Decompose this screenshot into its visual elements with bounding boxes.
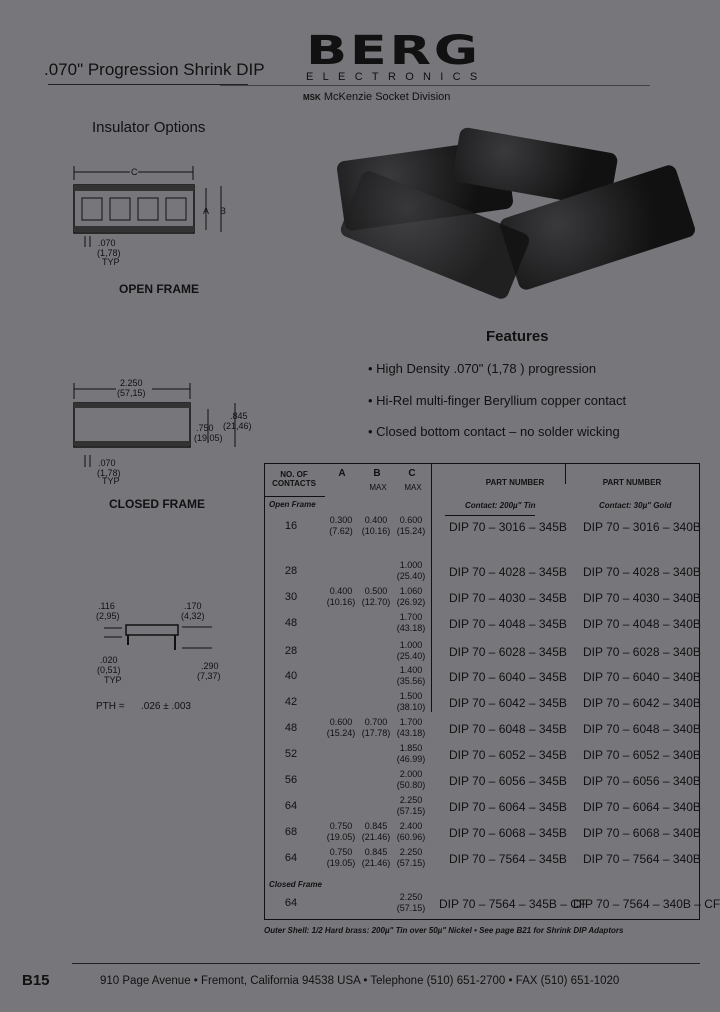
logo-subtitle: ELECTRONICS — [306, 71, 487, 83]
part-number-table — [264, 463, 720, 920]
width1-dim: .750 — [196, 423, 214, 433]
dim-b-mm: (21.46) — [361, 858, 391, 868]
part-number-tin: DIP 70 – 6052 – 345B — [449, 748, 567, 762]
dim-a-value: 0.400 — [329, 586, 353, 596]
dim-c-mm: (26.92) — [396, 597, 426, 607]
dim-170: .170 — [184, 601, 202, 611]
footer-address: 910 Page Avenue • Fremont, California 94538 USA • Telephone (510) 651-2700 • FAX (510) 651-1020 — [100, 975, 620, 987]
dim-020-mm: (0,51) — [97, 665, 121, 675]
closed-frame-drawing — [60, 375, 260, 485]
open-frame-label: Open Frame — [269, 500, 316, 509]
header-b-max: MAX — [369, 483, 387, 492]
part-number-tin: DIP 70 – 7564 – 345B – CF — [439, 897, 587, 911]
closed-frame-label: Closed Frame — [269, 880, 322, 889]
dim-c-mm: (60.96) — [396, 832, 426, 842]
part-number-tin: DIP 70 – 6028 – 345B — [449, 645, 567, 659]
contacts-count: 64 — [284, 800, 298, 812]
dim-a-value: 0.600 — [329, 717, 353, 727]
dim-a-mm: (19.05) — [326, 858, 356, 868]
header-part-number-gold: PART NUMBER — [602, 478, 662, 487]
page-number: B15 — [22, 972, 50, 989]
pitch-dim-mm: (1,78) — [97, 468, 121, 478]
table-note: Outer Shell: 1/2 Hard brass: 200µ" Tin over 50µ" Nickel • See page B21 for Shrink DIP Adaptors — [264, 926, 624, 935]
dim-c-mm: (43.18) — [396, 728, 426, 738]
dim-c-value: 2.000 — [399, 769, 423, 779]
profile-drawing — [60, 595, 260, 690]
dim-b-value: 0.700 — [364, 717, 388, 727]
dim-c-mm: (57.15) — [396, 858, 426, 868]
part-number-tin: DIP 70 – 6056 – 345B — [449, 774, 567, 788]
dim-b-mm: (10.16) — [361, 526, 391, 536]
part-number-gold: DIP 70 – 6048 – 340B — [583, 722, 701, 736]
part-number-gold: DIP 70 – 7564 – 340B — [583, 852, 701, 866]
header-contacts: NO. OF CONTACTS — [272, 470, 316, 488]
footer-rule — [72, 963, 700, 964]
insulator-options-heading: Insulator Options — [92, 119, 206, 136]
part-number-tin: DIP 70 – 6064 – 345B — [449, 800, 567, 814]
dim-c-mm: (43.18) — [396, 623, 426, 633]
header-c: C — [408, 468, 416, 479]
dim-c-mm: (38.10) — [396, 702, 426, 712]
contacts-count: 64 — [284, 852, 298, 864]
part-number-gold: DIP 70 – 4030 – 340B — [583, 591, 701, 605]
contacts-count: 64 — [284, 897, 298, 909]
dim-c-mm: (50.80) — [396, 780, 426, 790]
contacts-count: 42 — [284, 696, 298, 708]
dim-c-value: 1.400 — [399, 665, 423, 675]
dim-a-mm: (7.62) — [329, 526, 353, 536]
width2-dim: .845 — [230, 411, 248, 421]
dim-b-value: 0.400 — [364, 515, 388, 525]
contacts-count: 16 — [284, 520, 298, 532]
dim-116-mm: (2,95) — [96, 611, 120, 621]
dim-c-mm: (57.15) — [396, 903, 426, 913]
typ-label: TYP — [102, 257, 120, 267]
length-dim: 2.250 — [120, 378, 143, 388]
part-number-tin: DIP 70 – 4030 – 345B — [449, 591, 567, 605]
contacts-count: 48 — [284, 617, 298, 629]
pitch-dim: .070 — [98, 238, 116, 248]
dim-b-mm: (21.46) — [361, 832, 391, 842]
contacts-count: 48 — [284, 722, 298, 734]
dim-c-mm: (57.15) — [396, 806, 426, 816]
dim-116: .116 — [98, 601, 115, 611]
dim-c-mm: (25.40) — [396, 571, 426, 581]
part-number-tin: DIP 70 – 4048 – 345B — [449, 617, 567, 631]
dim-c: C — [131, 167, 138, 177]
feature-item: • Hi-Rel multi-finger Beryllium copper contact — [368, 393, 627, 408]
part-number-tin: DIP 70 – 7564 – 345B — [449, 852, 567, 866]
header-c-max: MAX — [404, 483, 422, 492]
typ-label: TYP — [102, 476, 120, 485]
part-number-gold: DIP 70 – 4028 – 340B — [583, 565, 701, 579]
part-number-gold: DIP 70 – 6028 – 340B — [583, 645, 701, 659]
typ-label: TYP — [104, 675, 122, 685]
contacts-count: 56 — [284, 774, 298, 786]
part-number-gold: DIP 70 – 4048 – 340B — [583, 617, 701, 631]
dim-a: A — [203, 206, 210, 216]
product-photo — [335, 130, 705, 290]
berg-logo: BERG — [306, 28, 481, 74]
pth-value: .026 ± .003 — [141, 701, 191, 712]
feature-text: Hi-Rel multi-finger Beryllium copper contact — [376, 393, 627, 408]
division-label: McKenzie Socket Division — [323, 91, 451, 103]
feature-text: High Density .070" (1,78 ) progression — [376, 361, 597, 376]
width1-dim-mm: (19,05) — [194, 433, 223, 443]
feature-item: • Closed bottom contact – no solder wicking — [368, 424, 620, 439]
dim-c-mm: (46.99) — [396, 754, 426, 764]
dim-b-value: 0.845 — [364, 847, 388, 857]
dim-a-mm: (10.16) — [326, 597, 356, 607]
width2-dim-mm: (21,46) — [223, 421, 252, 431]
dim-290-mm: (7,37) — [197, 671, 221, 681]
contact-tin-label: Contact: 200µ" Tin — [465, 501, 536, 510]
contacts-count: 68 — [284, 826, 298, 838]
division-name — [303, 91, 450, 103]
part-number-tin: DIP 70 – 4028 – 345B — [449, 565, 567, 579]
dim-a-value: 0.750 — [329, 821, 353, 831]
dim-c-value: 0.600 — [399, 515, 423, 525]
part-number-tin: DIP 70 – 6042 – 345B — [449, 696, 567, 710]
contacts-count: 28 — [284, 645, 298, 657]
msk-mark: MSK — [303, 93, 321, 102]
dim-c-value: 2.250 — [399, 847, 423, 857]
document-title: .070" Progression Shrink DIP — [44, 60, 265, 79]
dim-020: .020 — [100, 655, 118, 665]
part-number-gold: DIP 70 – 6052 – 340B — [583, 748, 701, 762]
open-frame-drawing — [60, 150, 260, 280]
part-number-tin: DIP 70 – 6068 – 345B — [449, 826, 567, 840]
length-dim-mm: (57,15) — [117, 388, 146, 398]
contacts-count: 30 — [284, 591, 298, 603]
contacts-count: 28 — [284, 565, 298, 577]
contacts-count: 52 — [284, 748, 298, 760]
part-number-tin: DIP 70 – 3016 – 345B — [449, 520, 567, 534]
dim-b-mm: (12.70) — [361, 597, 391, 607]
dim-b-value: 0.500 — [364, 586, 388, 596]
part-number-gold: DIP 70 – 6042 – 340B — [583, 696, 701, 710]
header-part-number-tin: PART NUMBER — [485, 478, 545, 487]
dim-c-value: 1.000 — [399, 560, 423, 570]
open-frame-caption: OPEN FRAME — [119, 282, 200, 296]
dim-b: B — [220, 206, 227, 216]
feature-text: Closed bottom contact – no solder wicking — [376, 424, 620, 439]
dim-c-value: 1.000 — [399, 640, 423, 650]
pitch-dim-mm: (1,78) — [97, 248, 121, 258]
part-number-gold: DIP 70 – 6064 – 340B — [583, 800, 701, 814]
dim-c-value: 1.850 — [399, 743, 423, 753]
pth-label: PTH = — [96, 701, 125, 712]
dim-c-value: 1.060 — [399, 586, 423, 596]
dim-c-value: 1.700 — [399, 612, 423, 622]
dim-c-value: 2.250 — [399, 795, 423, 805]
dim-c-value: 1.500 — [399, 691, 423, 701]
part-number-gold: DIP 70 – 7564 – 340B – CF — [573, 897, 720, 911]
header-b: B — [373, 468, 381, 479]
dim-c-value: 1.700 — [399, 717, 423, 727]
header-a: A — [338, 468, 346, 479]
part-number-tin: DIP 70 – 6048 – 345B — [449, 722, 567, 736]
dim-b-mm: (17.78) — [361, 728, 391, 738]
dim-c-mm: (15.24) — [396, 526, 426, 536]
dim-c-value: 2.250 — [399, 892, 423, 902]
dim-c-mm: (25.40) — [396, 651, 426, 661]
part-number-tin: DIP 70 – 6040 – 345B — [449, 670, 567, 684]
dim-a-value: 0.750 — [329, 847, 353, 857]
part-number-gold: DIP 70 – 6040 – 340B — [583, 670, 701, 684]
dim-170-mm: (4,32) — [181, 611, 205, 621]
dim-a-mm: (19.05) — [326, 832, 356, 842]
dim-290: .290 — [201, 661, 219, 671]
title-rule — [48, 84, 248, 85]
dim-b-value: 0.845 — [364, 821, 388, 831]
part-number-gold: DIP 70 – 6068 – 340B — [583, 826, 701, 840]
closed-frame-caption: CLOSED FRAME — [109, 497, 205, 511]
features-heading: Features — [486, 328, 549, 345]
dim-c-value: 2.400 — [399, 821, 423, 831]
feature-item: • High Density .070" (1,78 ) progression — [368, 361, 597, 376]
contacts-count: 40 — [284, 670, 298, 682]
dim-c-mm: (35.56) — [396, 676, 426, 686]
part-number-gold: DIP 70 – 6056 – 340B — [583, 774, 701, 788]
dim-a-value: 0.300 — [329, 515, 353, 525]
part-number-gold: DIP 70 – 3016 – 340B — [583, 520, 701, 534]
dim-a-mm: (15.24) — [326, 728, 356, 738]
header-rule — [220, 85, 650, 86]
contact-gold-label: Contact: 30µ" Gold — [599, 501, 672, 510]
pitch-dim: .070 — [98, 458, 116, 468]
